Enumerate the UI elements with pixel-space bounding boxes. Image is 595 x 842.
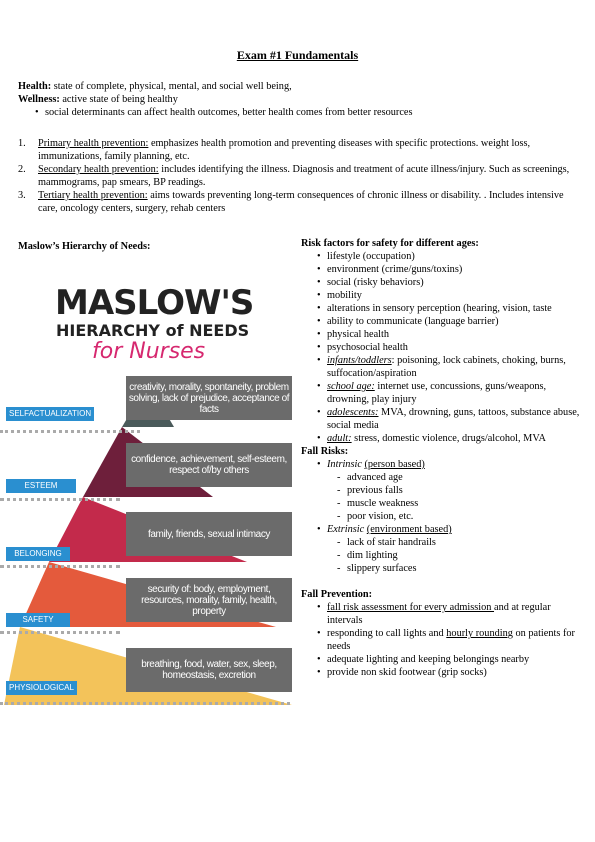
list-item: [317, 354, 586, 380]
wellness-definition: [18, 93, 578, 106]
divider: [0, 631, 120, 634]
prevention-item: [18, 163, 583, 189]
item-text: social (risky behaviors): [327, 277, 424, 288]
list-item: [317, 666, 586, 679]
item-text: provide non skid footwear (grip socks): [327, 667, 487, 678]
item-text: responding to call lights and: [327, 628, 447, 639]
maslow-heading: Maslow’s Hierarchy of Needs:: [18, 241, 151, 252]
level-desc-esteem: confidence, achievement, self-esteem, respect of/by others: [126, 443, 292, 487]
list-item: [317, 263, 586, 276]
item-text: ability to communicate (language barrier): [327, 316, 499, 327]
definitions: [18, 80, 578, 119]
list-item: [317, 406, 586, 432]
graphic-tagline: for Nurses: [92, 339, 206, 364]
wellness-label: Wellness:: [18, 94, 60, 105]
divider: [0, 430, 140, 433]
fall-prevention-heading: Fall Prevention:: [301, 589, 373, 600]
list-item: [317, 432, 586, 445]
fall-risks-heading: Fall Risks:: [301, 446, 349, 457]
intrinsic-list: [337, 471, 586, 523]
graphic-title: MASLOW'S: [55, 283, 254, 323]
item-underlined: hourly rounding: [446, 628, 513, 639]
health-text: state of complete, physical, mental, and social well being,: [51, 81, 292, 92]
item-number: 1.: [18, 138, 26, 149]
item-emphasis: Extrinsic: [327, 524, 365, 535]
item-text: lifestyle (occupation): [327, 251, 415, 262]
wellness-bullet: • social determinants can affect health outcomes, better health comes from better resources: [35, 106, 578, 119]
list-item: - lack of stair handrails: [337, 536, 586, 549]
risk-heading: Risk factors for safety for different ages:: [301, 238, 479, 249]
health-label: Health:: [18, 81, 52, 92]
prevention-text: aims towards preventing long-term consequences of chronic illness or disability. . Includes intensive care, oncology centers, surgery, rehab centers: [38, 190, 564, 214]
list-item: [317, 601, 586, 627]
list-item: - previous falls: [337, 484, 586, 497]
prevention-text: emphasizes health promotion and preventing diseases with specific protections. weight loss, immunizations, family planning, etc.: [38, 138, 531, 162]
item-emphasis: school age:: [327, 381, 375, 392]
level-label-safety: SAFETY: [6, 613, 70, 627]
list-item: - advanced age: [337, 471, 586, 484]
level-desc-belonging: family, friends, sexual intimacy: [126, 512, 292, 556]
item-text: internet use, concussions, guns/weapons, drowning, play injury: [327, 381, 547, 405]
prevention-term: Tertiary health prevention:: [38, 190, 148, 201]
item-underlined: (person based): [364, 459, 425, 470]
list-item: [317, 380, 586, 406]
fall-risks-list: [317, 458, 586, 471]
item-text: physical health: [327, 329, 390, 340]
item-text: : poisoning, lock cabinets, choking, burns, suffocation/aspiration: [327, 355, 566, 379]
list-item: [317, 328, 586, 341]
list-item: [317, 523, 586, 536]
list-item: - muscle weakness: [337, 497, 586, 510]
item-text: psychosocial health: [327, 342, 408, 353]
list-item: [317, 653, 586, 666]
prevention-item: [18, 189, 583, 215]
list-item: [317, 276, 586, 289]
list-item: [317, 302, 586, 315]
extrinsic-list: [337, 536, 586, 575]
item-underlined: fall risk assessment for every admission: [327, 602, 495, 613]
item-underlined: (environment based): [366, 524, 452, 535]
item-emphasis: adolescents:: [327, 407, 379, 418]
list-item: [317, 315, 586, 328]
item-text: stress, domestic violence, drugs/alcohol, MVA: [351, 433, 546, 444]
item-emphasis: adult:: [327, 433, 352, 444]
level-desc-safety: security of: body, employment, resources, morality, family, health, property: [126, 578, 292, 622]
list-item: [317, 341, 586, 354]
list-item: [317, 458, 586, 471]
prevention-term: Primary health prevention:: [38, 138, 149, 149]
item-text: alterations in sensory perception (hearing, vision, taste: [327, 303, 552, 314]
level-desc-selfactualization: creativity, morality, spontaneity, problem solving, lack of prejudice, acceptance of facts: [126, 376, 292, 420]
divider: [0, 498, 120, 501]
level-label-belonging: BELONGING: [6, 547, 70, 561]
prevention-list: [18, 137, 583, 215]
list-item: [317, 250, 586, 263]
item-number: 3.: [18, 190, 26, 201]
maslow-graphic: [0, 285, 300, 710]
divider: [0, 565, 120, 568]
item-text: MVA, drowning, guns, tattoos, substance abuse, social media: [327, 407, 580, 431]
health-definition: [18, 80, 578, 93]
list-item: - dim lighting: [337, 549, 586, 562]
item-text: adequate lighting and keeping belongings nearby: [327, 654, 530, 665]
prevention-term: Secondary health prevention:: [38, 164, 159, 175]
wellness-text: active state of being healthy: [59, 94, 178, 105]
prevention-text: includes identifying the illness. Diagnosis and treatment of acute illness/injury. Such as screenings, mammograms, pap smears, BP readings.: [38, 164, 570, 188]
list-item: - poor vision, etc.: [337, 510, 586, 523]
item-emphasis: infants/toddlers: [327, 355, 392, 366]
list-item: - slippery surfaces: [337, 562, 586, 575]
fall-risks-list-extrinsic: [317, 523, 586, 536]
item-number: 2.: [18, 164, 26, 175]
prevention-item: [18, 137, 583, 163]
right-column: [301, 237, 586, 679]
level-label-esteem: ESTEEM: [6, 479, 76, 493]
item-emphasis: Intrinsic: [327, 459, 362, 470]
item-text: and at regular intervals: [327, 602, 551, 626]
item-text: mobility: [327, 290, 362, 301]
level-desc-physiological: breathing, food, water, sex, sleep, homeostasis, excretion: [126, 648, 292, 692]
risk-list: [317, 250, 586, 445]
graphic-subtitle: HIERARCHY of NEEDS: [56, 321, 250, 340]
list-item: [317, 289, 586, 302]
item-text: on patients for needs: [327, 628, 575, 652]
level-label-physiological: PHYSIOLOGICAL: [6, 681, 77, 695]
divider: [0, 702, 290, 705]
page-title: Exam #1 Fundamentals: [236, 48, 359, 62]
fall-prevention-list: [317, 601, 586, 679]
level-label-selfactualization: SELFACTUALIZATION: [6, 407, 94, 421]
item-text: environment (crime/guns/toxins): [327, 264, 463, 275]
list-item: [317, 627, 586, 653]
